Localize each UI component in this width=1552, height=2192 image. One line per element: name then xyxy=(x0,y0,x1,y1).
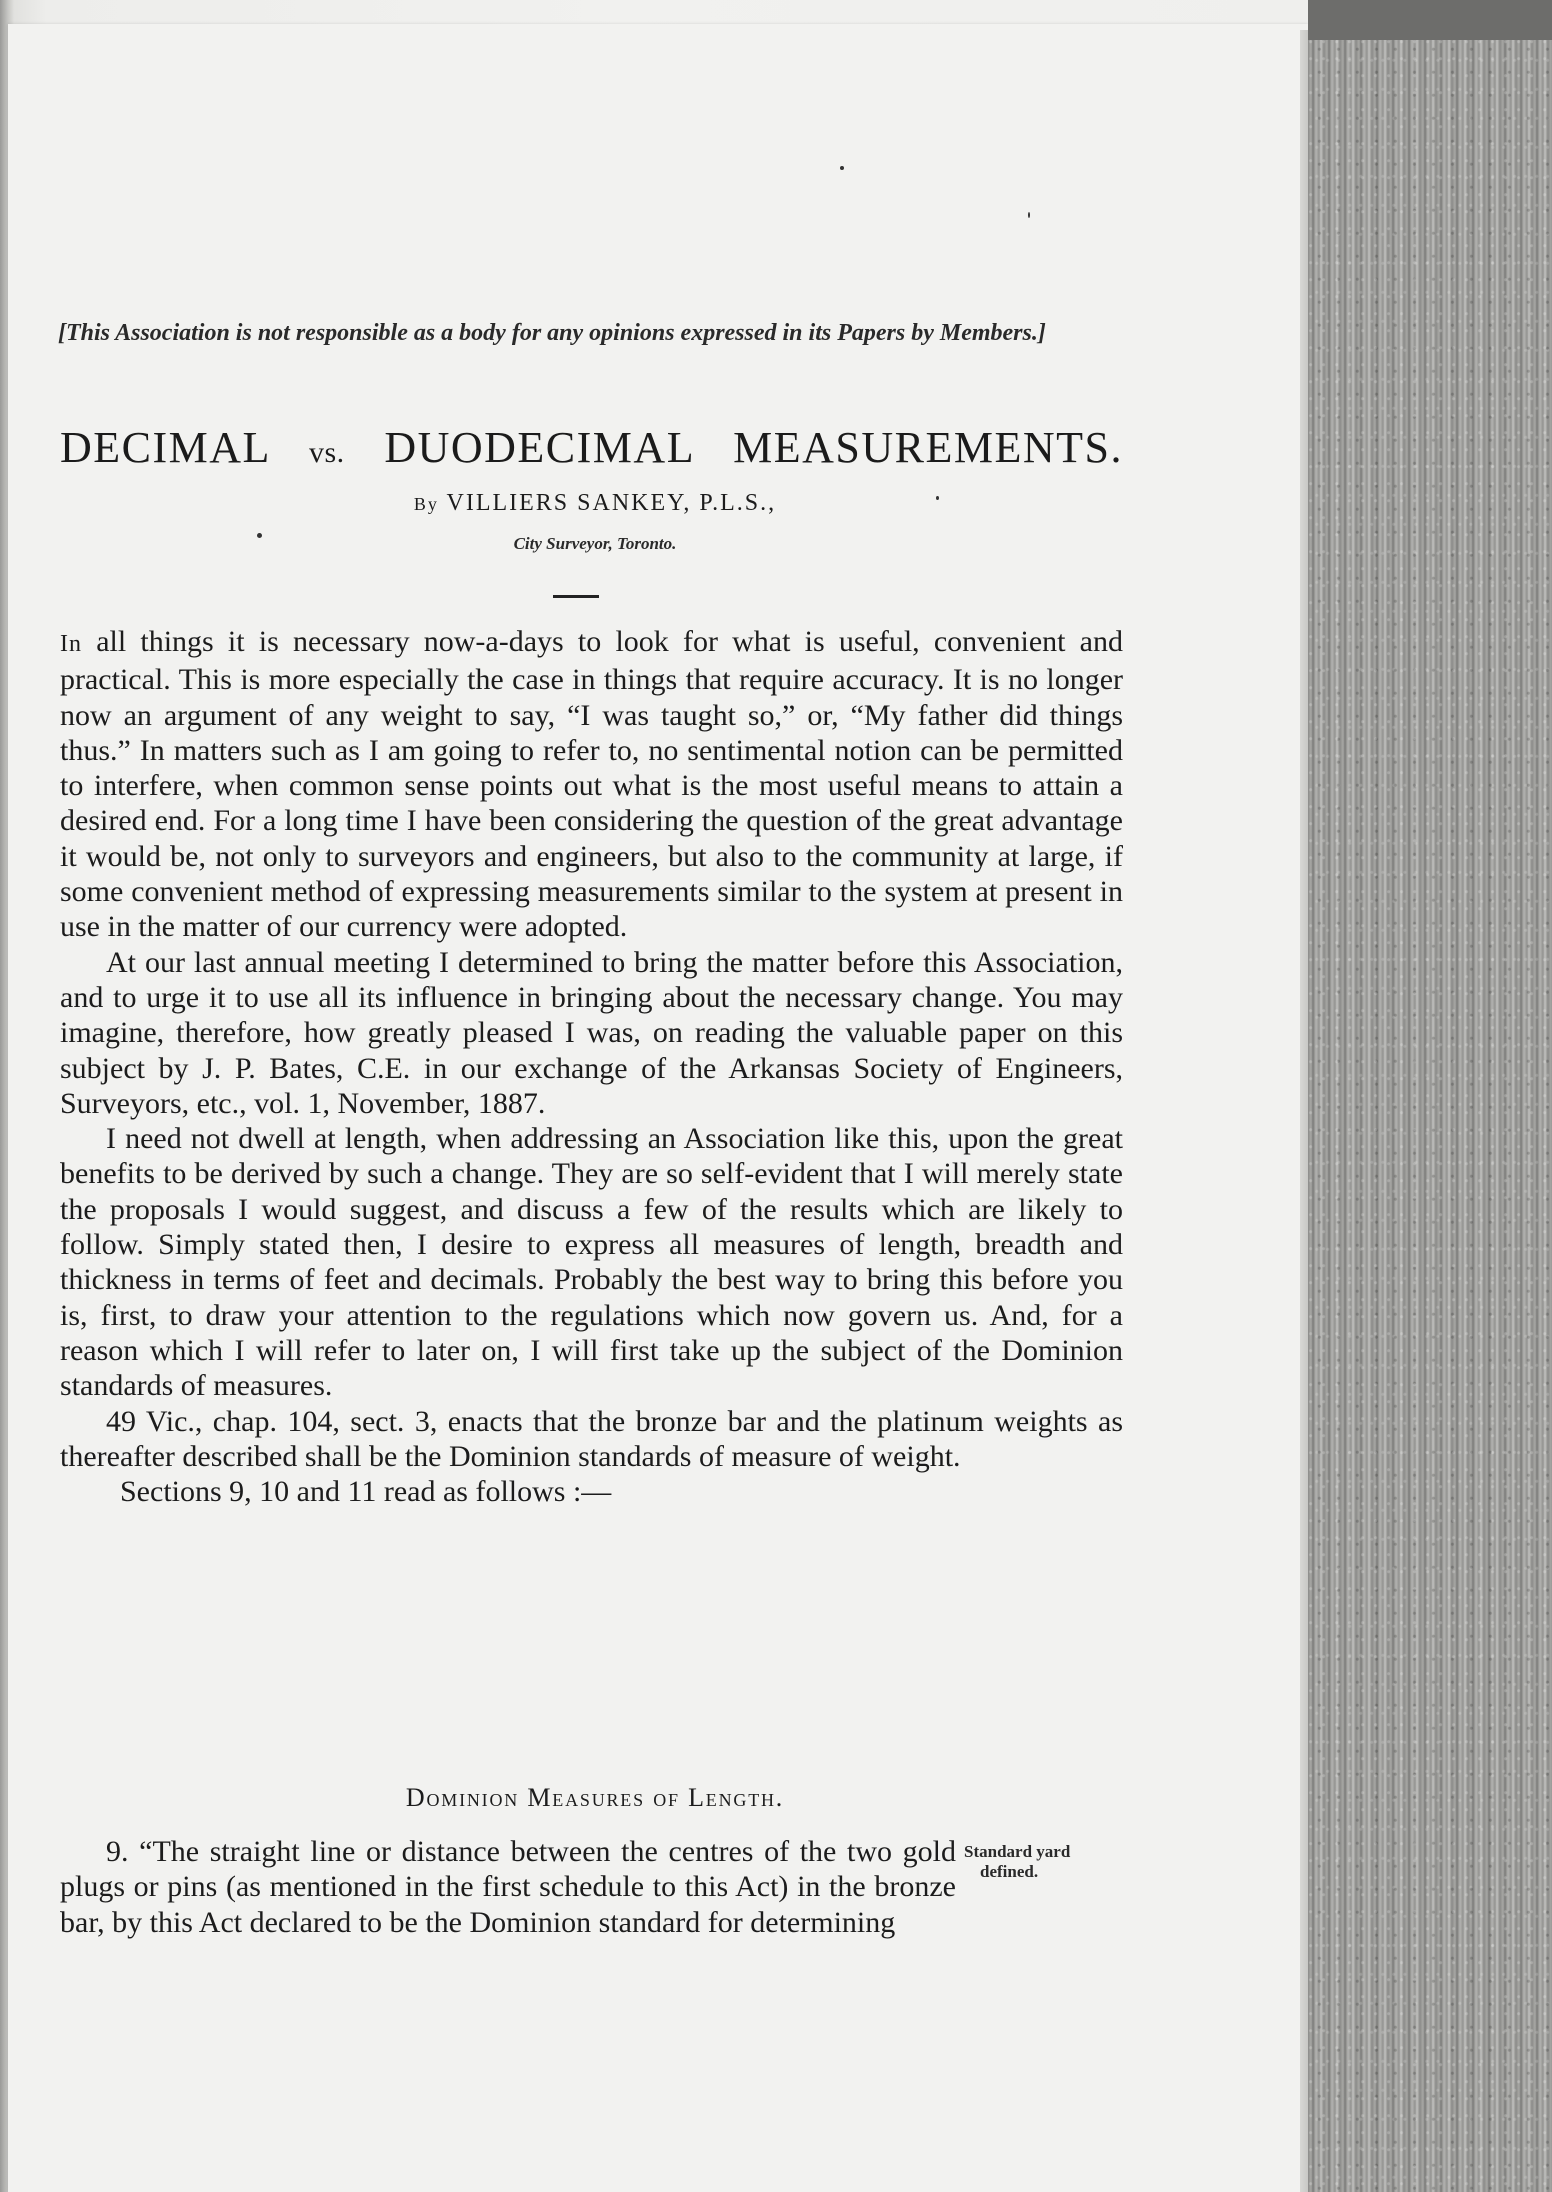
paragraph-4: 49 Vic., chap. 104, sect. 3, enacts that the bronze bar and the platinum weights as thereafter described shall be the Dominion standards of measure of weight. xyxy=(60,1404,1123,1473)
author-affiliation: City Surveyor, Toronto. xyxy=(513,534,677,553)
title-part-decimal: DECIMAL xyxy=(60,423,270,472)
print-speck xyxy=(936,496,939,500)
margin-note-line1: Standard yard xyxy=(964,1842,1071,1861)
disclaimer-note: [This Association is not responsible as a body for any opinions expressed in its Papers by Members.] xyxy=(58,320,1046,346)
print-speck xyxy=(840,166,844,170)
statute-clause xyxy=(60,1834,956,1940)
title-part-duodecimal: DUODECIMAL MEASUREMENTS. xyxy=(384,423,1123,472)
title-vs: vs. xyxy=(308,436,345,469)
margin-note-line2: defined. xyxy=(980,1862,1039,1881)
byline-by: By xyxy=(413,494,439,514)
byline-author: VILLIERS SANKEY, P.L.S., xyxy=(446,490,777,516)
article-body xyxy=(60,624,1123,1509)
paragraph-2: At our last annual meeting I determined to bring the matter before this Association, and to urge it to use all its influence in bringing about the necessary change. You may imagine, therefore, how greatly pleased I was, on reading the valuable paper on this subject by J. P. Bates, C.E. in our exchange of the Arkansas Society of Engineers, Surveyors, etc., vol. 1, November, 1887. xyxy=(60,945,1123,1120)
paragraph-1 xyxy=(60,624,1123,945)
print-speck xyxy=(1028,212,1030,218)
book-page-edges xyxy=(1308,40,1552,2192)
paragraph-5: Sections 9, 10 and 11 read as follows :— xyxy=(120,1475,612,1509)
print-speck xyxy=(257,533,262,538)
title-rule-divider xyxy=(553,595,599,598)
paragraph-3: I need not dwell at length, when addressing an Association like this, upon the great benefits to be derived by such a change. They are so self-evident that I will merely state the proposals I would suggest, and discuss a few of the results which are likely to follow. Simply stated then, I desire to express all measures of length, breadth and thickness in terms of feet and decimals. Probably the best way to bring this before you is, first, to draw your attention to the regulations which now govern us. And, for a reason which I will refer to later on, I will first take up the subject of the Dominion standards of measures. xyxy=(60,1122,1123,1403)
article-title xyxy=(60,420,1123,481)
margin-note xyxy=(964,1842,1134,1882)
clause-text: 9. “The straight line or distance between the centres of the two gold plugs or pins (as mentioned in the first schedule to this Act) in the bronze bar, by this Act declared to be the Dominion standard for determining xyxy=(60,1835,956,1939)
section-heading: Dominion Measures of Length. xyxy=(405,1783,785,1812)
paragraph-1-lead: In xyxy=(60,631,82,657)
author-byline xyxy=(0,486,1190,521)
paragraph-1-text: all things it is necessary now-a-days to look for what is useful, convenient and practical. This is more especially the case in things that require accuracy. It is no longer now an argument of any weight to say, “I was taught so,” or, “My father did things thus.” In matters such as I am going to refer to, no sentimental notion can be permitted to interfere, when common sense points out what is the most useful means to attain a desired end. For a long time I have been considering the question of the great advantage it would be, not only to surveyors and engineers, but also to the community at large, if some convenient method of expressing measurements similar to the system at present in use in the matter of our currency were adopted. xyxy=(60,625,1123,944)
